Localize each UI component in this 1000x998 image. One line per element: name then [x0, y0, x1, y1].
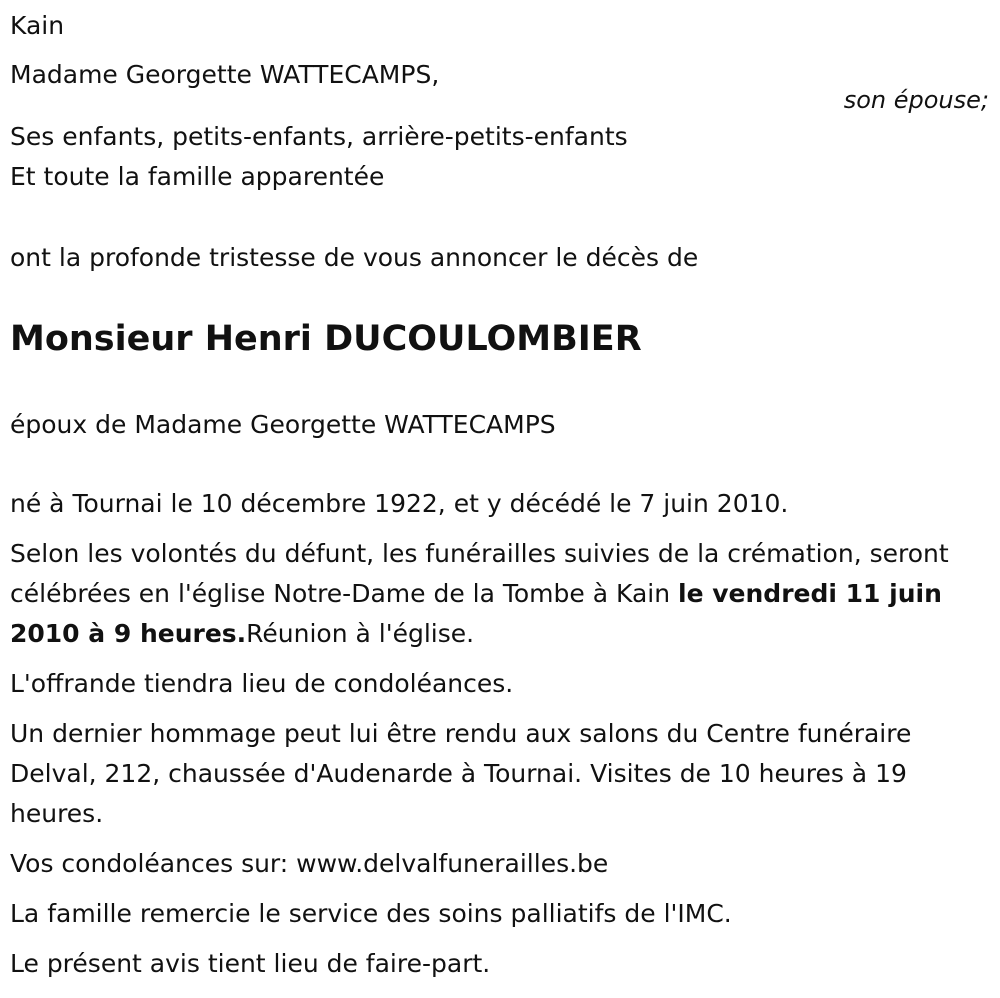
birth-death: né à Tournai le 10 décembre 1922, et y décédé le 7 juin 2010.	[10, 489, 789, 518]
deceased-name: Monsieur Henri DUCOULOMBIER	[10, 319, 642, 359]
widow-role: son épouse;	[843, 86, 989, 114]
thanks: La famille remercie le service des soins palliatifs de l'IMC.	[10, 899, 732, 928]
notice-body	[10, 484, 995, 994]
family-line-1: Ses enfants, petits-enfants, arrière-petits-enfants	[10, 122, 628, 151]
spouse-of: époux de Madame Georgette WATTECAMPS	[10, 410, 556, 439]
ceremony-intro: Selon les volontés du défunt, les funérailles suivies de la crémation, seront célébrées en l'église Notre-Dame de la Tombe à Kain	[10, 539, 949, 608]
ceremony-when: le vendredi 11 juin 2010 à 9 heures.	[10, 579, 942, 648]
family-block	[10, 117, 628, 197]
condolences: Vos condoléances sur: www.delvalfunerailles.be	[10, 849, 609, 878]
location: Kain	[10, 11, 65, 40]
offering: L'offrande tiendra lieu de condoléances.	[10, 669, 514, 698]
family-line-2: Et toute la famille apparentée	[10, 162, 385, 191]
widow-name: Madame Georgette WATTECAMPS,	[10, 60, 440, 89]
tribute: Un dernier hommage peut lui être rendu aux salons du Centre funéraire Delval, 212, chaussée d'Audenarde à Tournai. Visites de 10 heures à 19 heures.	[10, 719, 912, 828]
announcement: ont la profonde tristesse de vous annoncer le décès de	[10, 243, 699, 272]
ceremony	[10, 534, 995, 654]
ceremony-meeting: Réunion à l'église.	[246, 619, 475, 648]
closing: Le présent avis tient lieu de faire-part.	[10, 949, 491, 978]
